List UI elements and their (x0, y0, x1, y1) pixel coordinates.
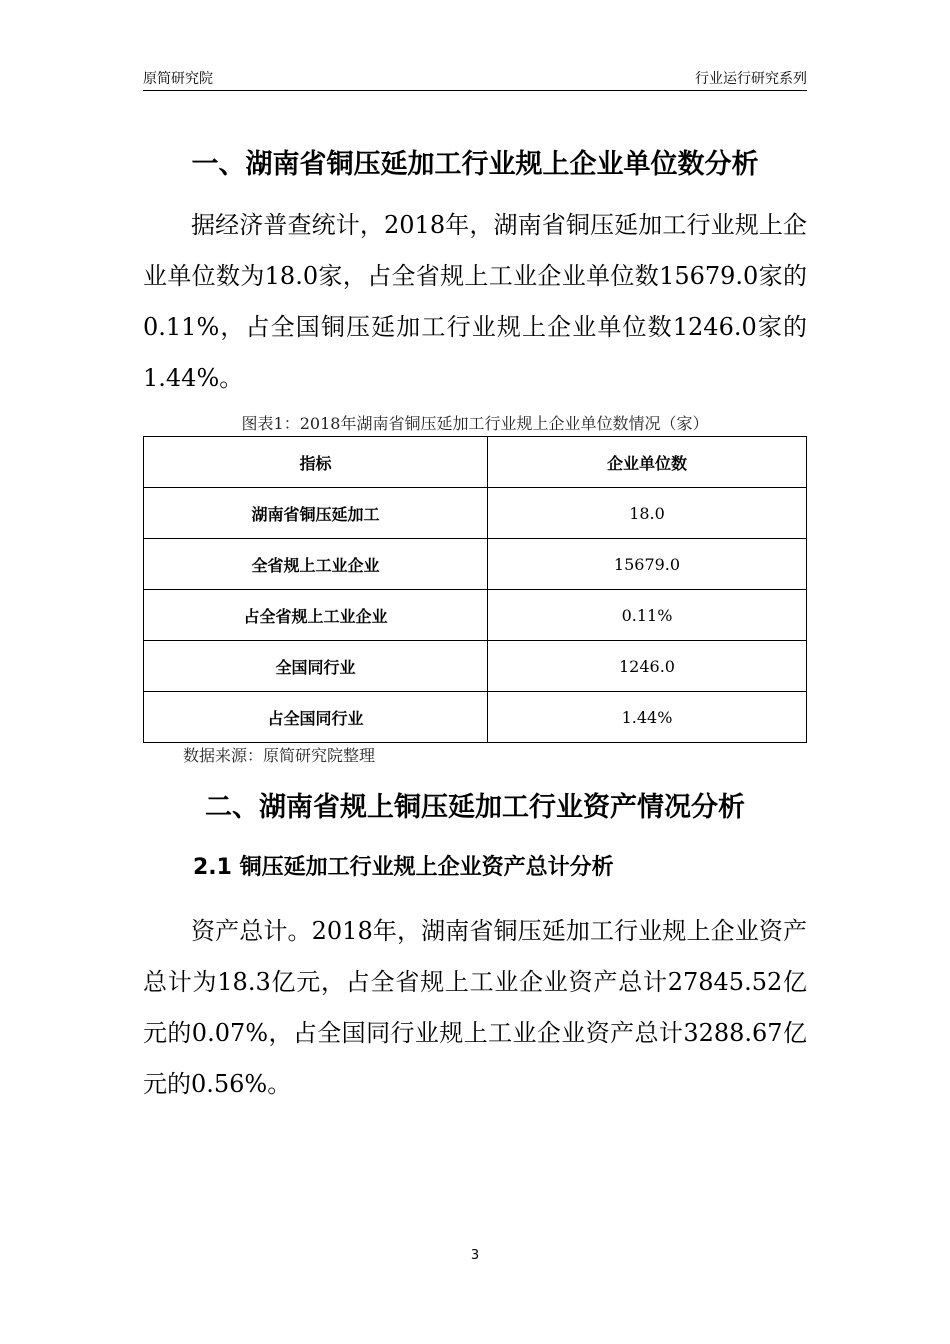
table-row (144, 539, 807, 590)
page-number: 3 (470, 1248, 480, 1263)
table-cell-label: 湖南省铜压延加工 (144, 488, 488, 539)
table-cell-value: 0.11% (488, 590, 807, 641)
table-source-note: 数据来源：原简研究院整理 (183, 746, 376, 765)
table-row (144, 641, 807, 692)
table-cell-label: 全省规上工业企业 (144, 539, 488, 590)
page-header (143, 66, 807, 91)
table-row (144, 692, 807, 743)
header-series-name: 行业运行研究系列 (695, 71, 807, 87)
table-cell-value: 15679.0 (488, 539, 807, 590)
table-header-row (144, 437, 807, 488)
table-cell-label: 占全省规上工业企业 (144, 590, 488, 641)
table-cell-value: 1246.0 (488, 641, 807, 692)
section2-paragraph: 资产总计。2018年，湖南省铜压延加工行业规上企业资产总计为18.3亿元，占全省规上工业企业资产总计27845.52亿元的0.07%，占全国同行业规上工业企业资产总计3288.67亿元的0.56%。 (143, 917, 807, 1098)
table-header-count: 企业单位数 (488, 437, 807, 488)
table-cell-value: 1.44% (488, 692, 807, 743)
enterprise-count-table (143, 436, 807, 743)
table-cell-label: 全国同行业 (144, 641, 488, 692)
section1-paragraph: 据经济普查统计，2018年，湖南省铜压延加工行业规上企业单位数为18.0家，占全省规上工业企业单位数15679.0家的0.11%，占全国铜压延加工行业规上企业单位数1246.0家的1.44%。 (143, 211, 807, 392)
table-cell-label: 占全国同行业 (144, 692, 488, 743)
header-org-name: 原简研究院 (143, 71, 213, 87)
section1-title: 一、湖南省铜压延加工行业规上企业单位数分析 (191, 149, 759, 180)
table-caption: 图表1：2018年湖南省铜压延加工行业规上企业单位数情况（家） (241, 414, 709, 433)
table-cell-value: 18.0 (488, 488, 807, 539)
table-row (144, 590, 807, 641)
table-header-indicator: 指标 (144, 437, 488, 488)
table-row (144, 488, 807, 539)
section2-title: 二、湖南省规上铜压延加工行业资产情况分析 (205, 792, 745, 823)
section2-subtitle: 2.1 铜压延加工行业规上企业资产总计分析 (193, 855, 614, 880)
